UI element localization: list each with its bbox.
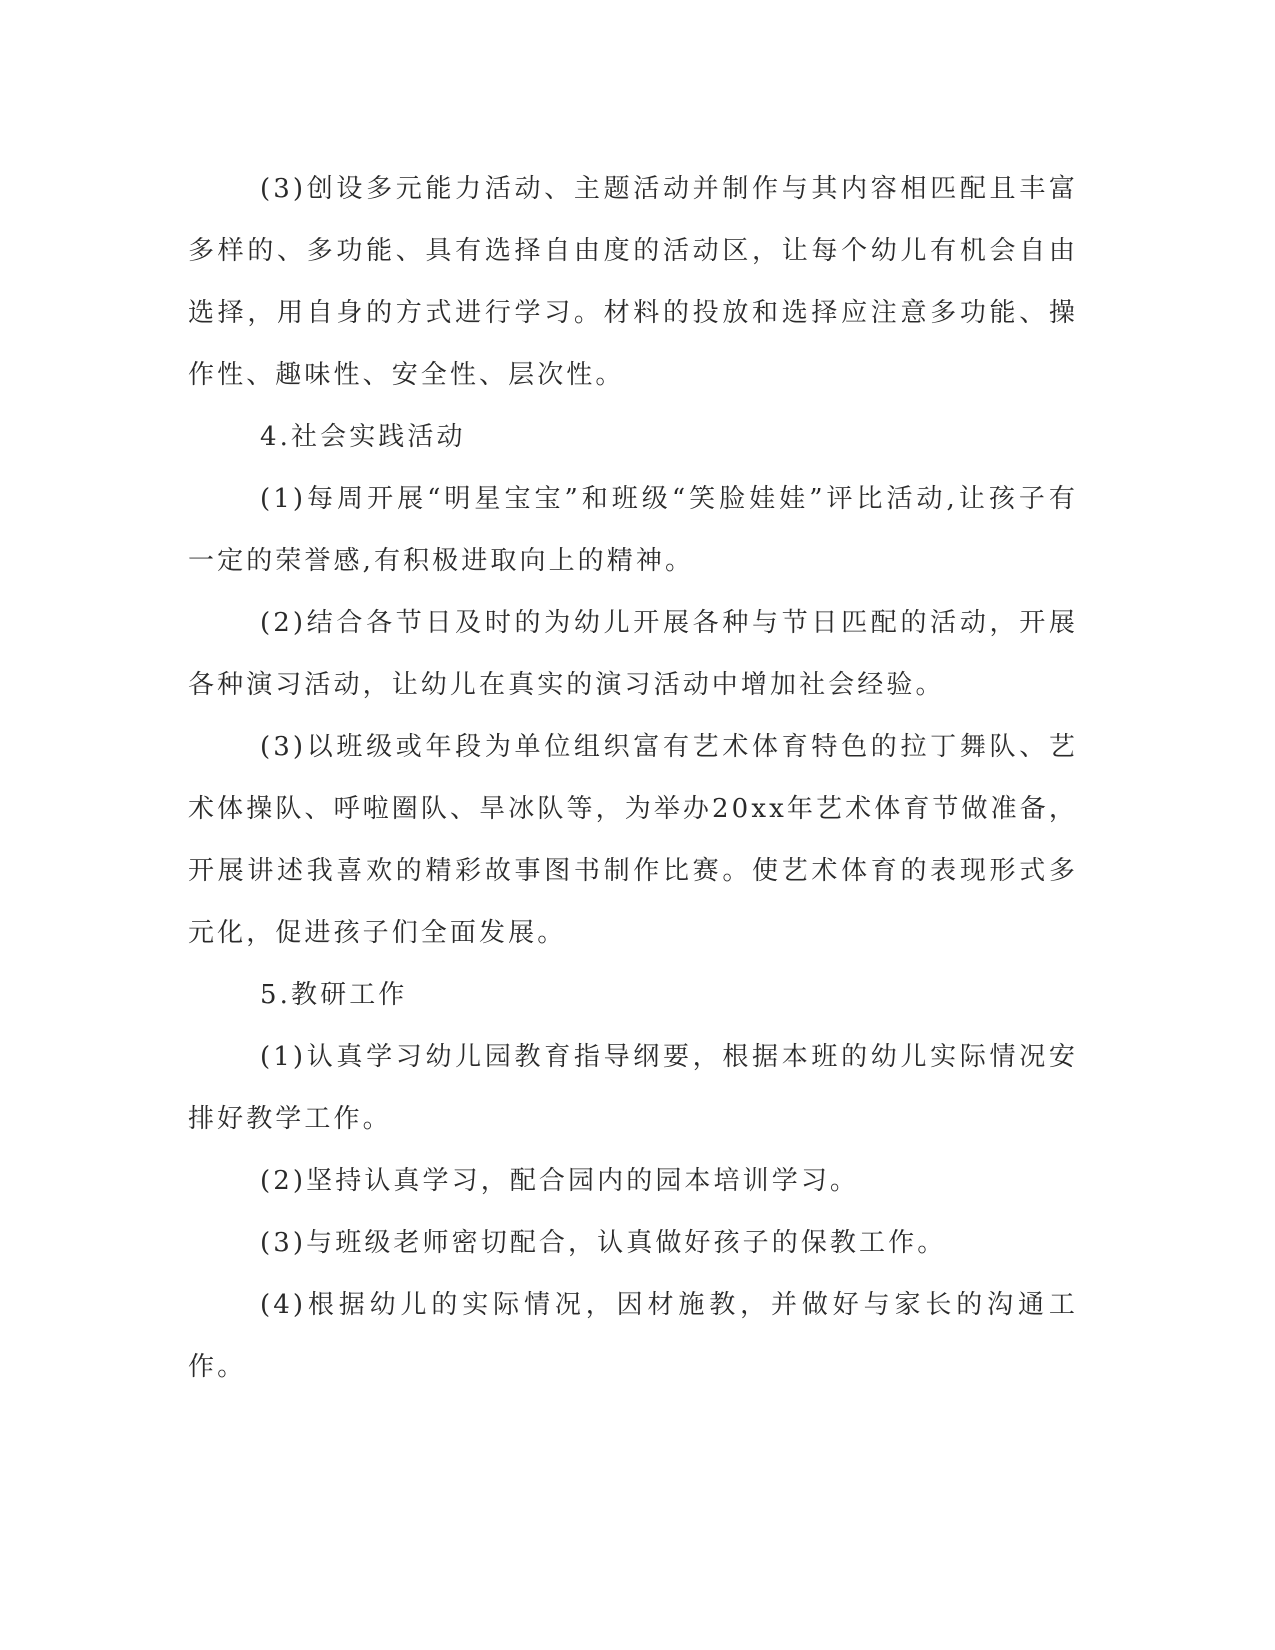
section-heading-social-practice: 4.社会实践活动	[260, 422, 466, 452]
paragraph-training: (2)坚持认真学习，配合园内的园本培训学习。	[260, 1166, 860, 1196]
paragraph-activity-areas: (3)创设多元能力活动、主题活动并制作与其内容相匹配且丰富多样的、多功能、具有选择自由度的活动区，让每个幼儿有机会自由选择，用自身的方式进行学习。材料的投放和选择应注意多功能、操作性、趣味性、安全性、层次性。	[188, 174, 1078, 390]
paragraph-holiday-activities: (2)结合各节日及时的为幼儿开展各种与节日匹配的活动，开展各种演习活动，让幼儿在真实的演习活动中增加社会经验。	[188, 608, 1078, 700]
paragraph-star-baby: (1)每周开展“明星宝宝”和班级“笑脸娃娃”评比活动,让孩子有一定的荣誉感,有积极进取向上的精神。	[188, 484, 1078, 576]
paragraph-cooperation: (3)与班级老师密切配合，认真做好孩子的保教工作。	[260, 1228, 947, 1258]
document-body	[188, 158, 1078, 1398]
paragraph-art-sports-teams: (3)以班级或年段为单位组织富有艺术体育特色的拉丁舞队、艺术体操队、呼啦圈队、旱冰队等，为举办20xx年艺术体育节做准备，开展讲述我喜欢的精彩故事图书制作比赛。使艺术体育的表现形式多元化，促进孩子们全面发展。	[188, 732, 1078, 948]
paragraph-parent-communication: (4)根据幼儿的实际情况，因材施教，并做好与家长的沟通工作。	[188, 1290, 1078, 1382]
section-heading-teaching-research: 5.教研工作	[260, 980, 408, 1010]
paragraph-study-guidelines: (1)认真学习幼儿园教育指导纲要，根据本班的幼儿实际情况安排好教学工作。	[188, 1042, 1078, 1134]
